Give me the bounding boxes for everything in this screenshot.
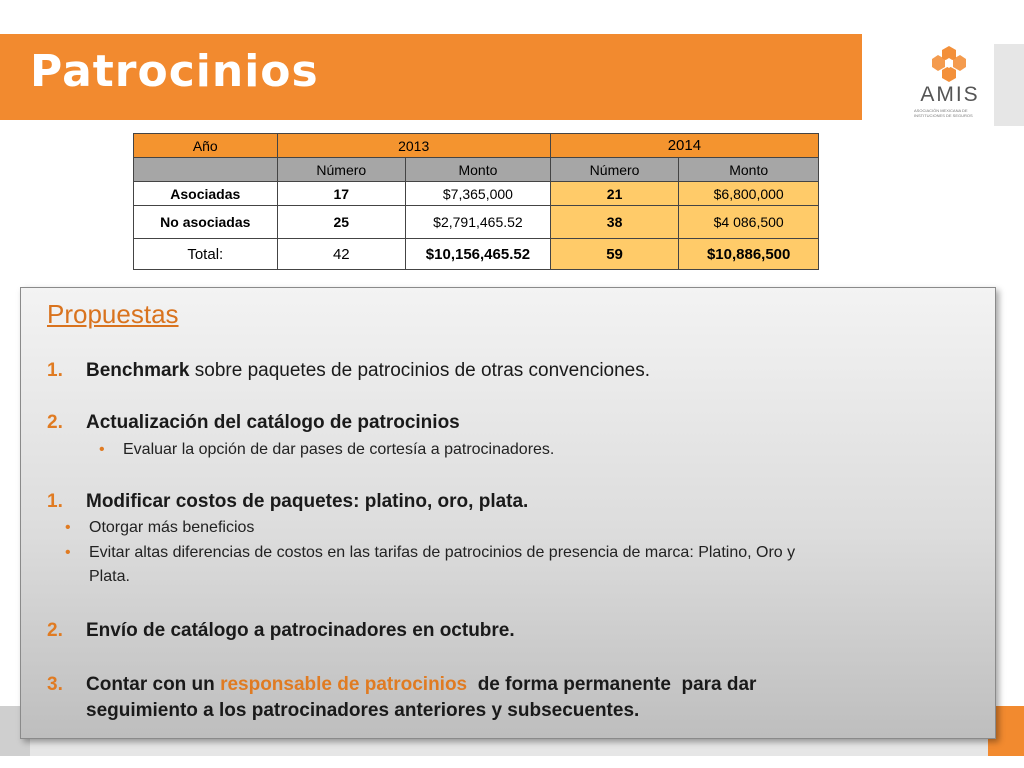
table-total-row bbox=[134, 239, 819, 270]
table-row bbox=[134, 182, 819, 206]
bullet-icon: • bbox=[65, 519, 71, 536]
proposal-item bbox=[47, 619, 967, 643]
proposal-item bbox=[47, 490, 967, 514]
proposal-bold-text: Modificar costos de paquetes: platino, oro, plata. bbox=[86, 491, 529, 512]
header-2013: 2013 bbox=[277, 134, 550, 158]
header-monto-2014: Monto bbox=[679, 158, 819, 182]
proposal-number: 1. bbox=[47, 491, 63, 512]
table-row bbox=[134, 206, 819, 239]
proposal-item bbox=[47, 673, 977, 723]
proposal-item bbox=[47, 411, 967, 435]
amis-logo-icon bbox=[932, 46, 966, 82]
numero-2013: 17 bbox=[277, 182, 406, 206]
header-2014: 2014 bbox=[550, 134, 818, 158]
proposal-bold-text: Envío de catálogo a patrocinadores en octubre. bbox=[86, 620, 515, 641]
header-monto-2013: Monto bbox=[406, 158, 551, 182]
table-header-columns bbox=[134, 158, 819, 182]
proposal-bold-text: seguimiento a los patrocinadores anteriores y subsecuentes. bbox=[86, 700, 640, 721]
amis-logo bbox=[912, 44, 986, 124]
sponsorship-table bbox=[133, 133, 819, 270]
total-monto-2013: $10,156,465.52 bbox=[406, 239, 551, 270]
numero-2014: 21 bbox=[550, 182, 679, 206]
monto-2014: $6,800,000 bbox=[679, 182, 819, 206]
total-numero-2014: 59 bbox=[550, 239, 679, 270]
proposals-panel bbox=[20, 287, 996, 739]
numero-2013: 25 bbox=[277, 206, 406, 239]
monto-2014: $4 086,500 bbox=[679, 206, 819, 239]
proposal-subitem-continuation: Plata. bbox=[89, 568, 130, 585]
proposal-bold-text: Benchmark bbox=[86, 360, 190, 381]
row-label: No asociadas bbox=[134, 206, 278, 239]
header-year-label: Año bbox=[134, 134, 278, 158]
logo-wordmark: AMIS bbox=[920, 83, 980, 106]
monto-2013: $7,365,000 bbox=[406, 182, 551, 206]
proposal-highlight-text: responsable de patrocinios bbox=[220, 674, 468, 695]
proposals-title: Propuestas bbox=[47, 299, 179, 329]
total-label: Total: bbox=[134, 239, 278, 270]
header-numero-2013: Número bbox=[277, 158, 406, 182]
bullet-icon: • bbox=[65, 544, 71, 561]
slide-title: Patrocinios bbox=[30, 46, 319, 97]
proposal-text: sobre paquetes de patrocinios de otras convenciones. bbox=[189, 360, 651, 381]
decorative-bar-right-top bbox=[994, 44, 1024, 126]
monto-2013: $2,791,465.52 bbox=[406, 206, 551, 239]
proposal-subitem: • Evaluar la opción de dar pases de cortesía a patrocinadores. bbox=[99, 441, 555, 458]
logo-subtitle: ASOCIACIÓN MEXICANA DE INSTITUCIONES DE SEGUROS bbox=[914, 108, 973, 118]
proposal-subitem: • Otorgar más beneficios bbox=[65, 519, 255, 536]
proposal-subitem: • Evitar altas diferencias de costos en las tarifas de patrocinios de presencia de marca: Platino, Oro y bbox=[65, 544, 796, 561]
proposal-number: 3. bbox=[47, 674, 63, 695]
proposal-bold-text: Contar con un bbox=[86, 674, 221, 695]
bullet-icon: • bbox=[99, 441, 105, 458]
header-numero-2014: Número bbox=[550, 158, 679, 182]
total-monto-2014: $10,886,500 bbox=[679, 239, 819, 270]
numero-2014: 38 bbox=[550, 206, 679, 239]
proposal-number: 2. bbox=[47, 620, 63, 641]
total-numero-2013: 42 bbox=[277, 239, 406, 270]
proposal-number: 1. bbox=[47, 360, 63, 381]
proposal-bold-text: de forma permanente para dar bbox=[467, 674, 757, 695]
row-label: Asociadas bbox=[134, 182, 278, 206]
decorative-bottom-strip bbox=[30, 738, 988, 756]
proposal-number: 2. bbox=[47, 412, 63, 433]
proposal-item bbox=[47, 359, 967, 383]
table-header-years bbox=[134, 134, 819, 158]
header-empty bbox=[134, 158, 278, 182]
proposal-bold-text: Actualización del catálogo de patrocinios bbox=[86, 412, 460, 433]
